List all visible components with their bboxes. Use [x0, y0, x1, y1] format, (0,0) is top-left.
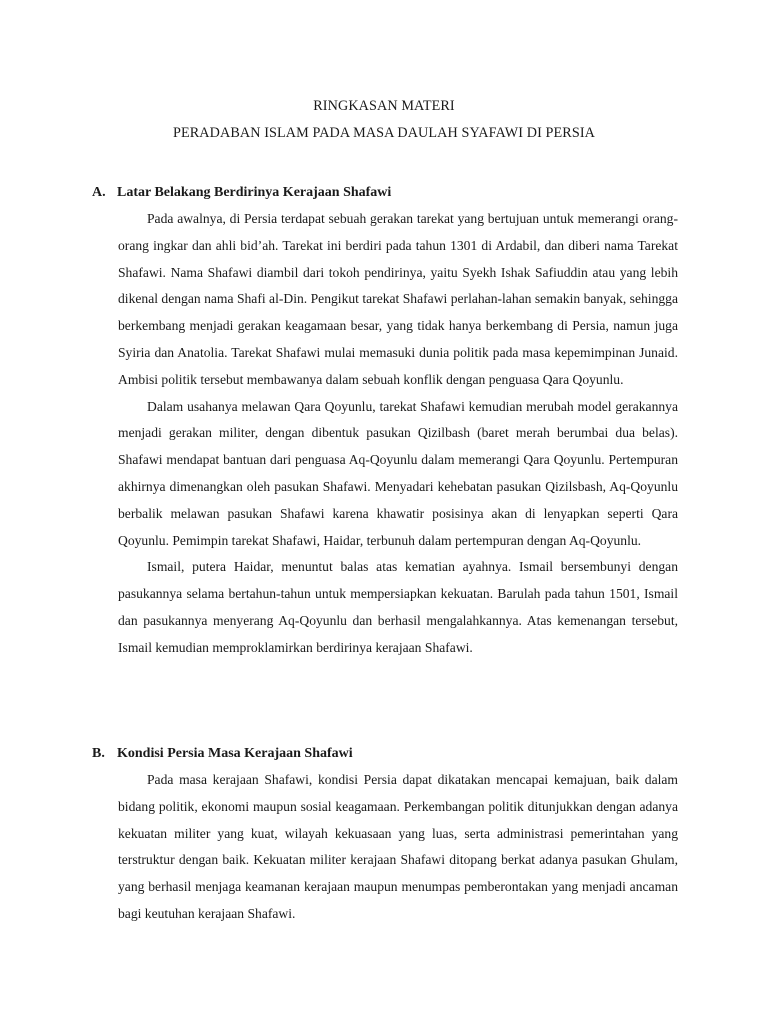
section-b — [92, 741, 678, 928]
section-a — [92, 180, 678, 662]
section-title: Latar Belakang Berdirinya Kerajaan Shafawi — [117, 185, 392, 200]
section-heading — [92, 180, 678, 206]
paragraph: Dalam usahanya melawan Qara Qoyunlu, tarekat Shafawi kemudian merubah model gerakannya menjadi gerakan militer, dengan dibentuk pasukan Qizilbash (baret merah berumbai dua belas). Shafawi mendapat bantuan dari penguasa Aq-Qoyunlu dalam memerangi Qara Qoyunlu. Pertempuran akhirnya dimenangkan oleh pasukan Shafawi. Menyadari kehebatan pasukan Qizilsbash, Aq-Qoyunlu berbalik melawan pasukan Shafawi karena khawatir posisinya akan di lenyapkan seperti Qara Qoyunlu. Pemimpin tarekat Shafawi, Haidar, terbunuh dalam pertempuran dengan Aq-Qoyunlu. — [118, 398, 678, 548]
section-letter: A. — [92, 185, 106, 200]
section-letter: B. — [92, 746, 105, 761]
paragraph: Ismail, putera Haidar, menuntut balas atas kematian ayahnya. Ismail bersembunyi dengan pasukannya selama bertahun-tahun untuk mempersiapkan kekuatan. Barulah pada tahun 1501, Ismail dan pasukannya menyerang Aq-Qoyunlu dan berhasil mengalahkannya. Atas kemenangan tersebut, Ismail kemudian memproklamirkan berdirinya kerajaan Shafawi. — [118, 559, 678, 655]
paragraph: Pada awalnya, di Persia terdapat sebuah gerakan tarekat yang bertujuan untuk memerangi orang-orang ingkar dan ahli bid’ah. Tarekat ini berdiri pada tahun 1301 di Ardabil, dan diberi nama Tarekat Shafawi. Nama Shafawi diambil dari tokoh pendirinya, yaitu Syekh Ishak Safiuddin atau yang lebih dikenal dengan nama Shafi al-Din. Pengikut tarekat Shafawi perlahan-lahan semakin banyak, sehingga berkembang menjadi gerakan keagamaan besar, yang tidak hanya berkembang di Persia, namun juga Syiria dan Anatolia. Tarekat Shafawi mulai memasuki dunia politik pada masa kepemimpinan Junaid. Ambisi politik tersebut membawanya dalam sebuah konflik dengan penguasa Qara Qoyunlu. — [118, 211, 678, 387]
section-heading — [92, 741, 678, 767]
title-line-1: RINGKASAN MATERI — [313, 98, 455, 114]
document-title — [0, 93, 768, 147]
title-line-2: PERADABAN ISLAM PADA MASA DAULAH SYAFAWI DI PERSIA — [172, 125, 596, 141]
paragraph: Pada masa kerajaan Shafawi, kondisi Persia dapat dikatakan mencapai kemajuan, baik dalam bidang politik, ekonomi maupun sosial keagamaan. Perkembangan politik ditunjukkan dengan adanya kekuatan militer yang kuat, wilayah kekuasaan yang luas, serta administrasi pemerintahan yang terstruktur dengan baik. Kekuatan militer kerajaan Shafawi ditopang berkat adanya pasukan Ghulam, yang berhasil menjaga keamanan kerajaan maupun menumpas pemberontakan yang menjadi ancaman bagi keutuhan kerajaan Shafawi. — [118, 772, 678, 921]
section-title: Kondisi Persia Masa Kerajaan Shafawi — [117, 746, 353, 761]
